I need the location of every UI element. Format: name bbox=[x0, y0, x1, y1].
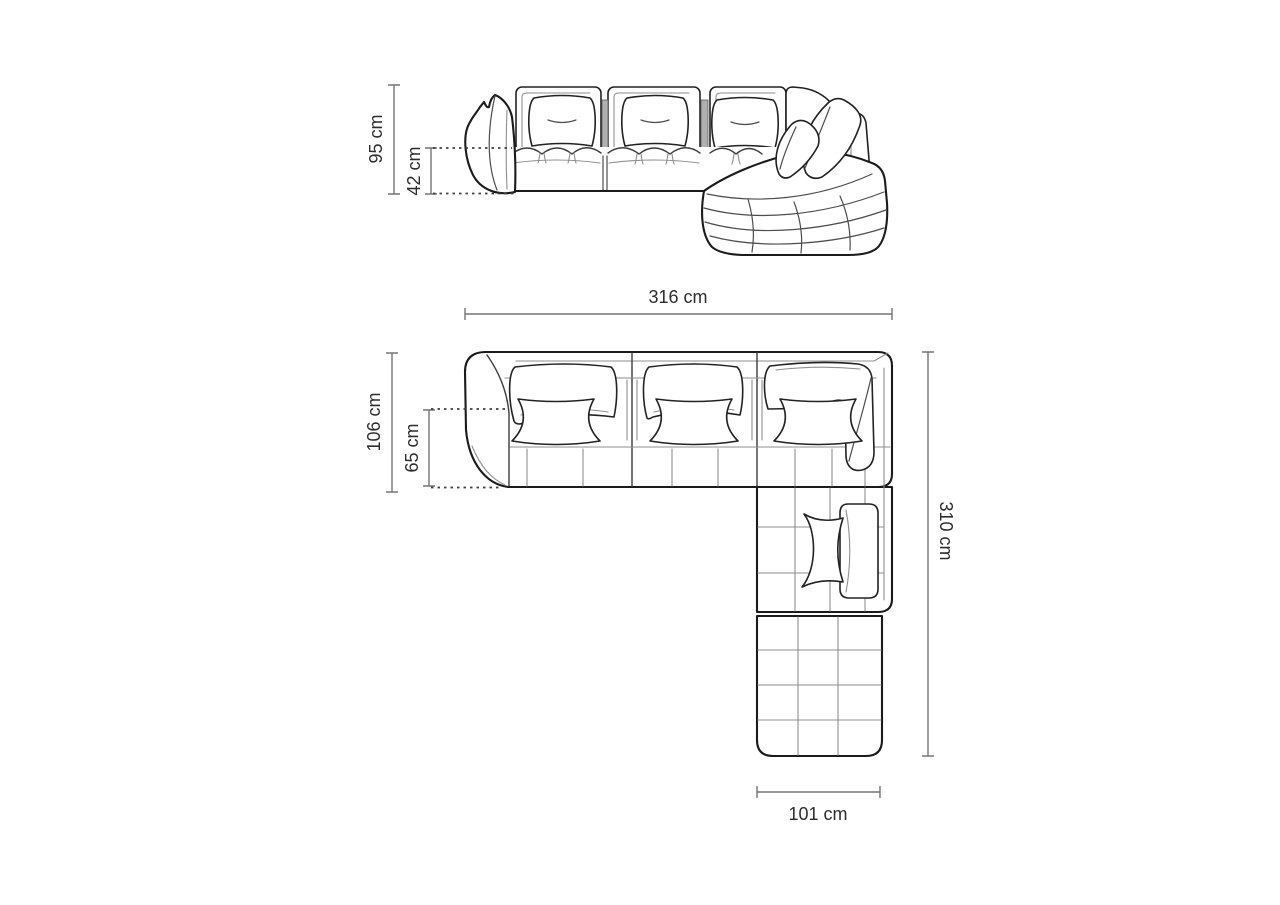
dim-chaise-width-label: 101 cm bbox=[788, 804, 848, 824]
back-pillow-2 bbox=[622, 96, 688, 147]
dim-total-height-label: 95 cm bbox=[366, 114, 386, 164]
plan-chaise-section bbox=[757, 616, 882, 756]
dim-total-width bbox=[465, 287, 892, 320]
module-divider-bar-2 bbox=[701, 100, 708, 150]
plan-seat-cushion-2 bbox=[650, 399, 738, 445]
back-pillow-3 bbox=[712, 98, 778, 149]
dim-chaise-width-line bbox=[757, 786, 880, 798]
plan-seat-cushion-3 bbox=[774, 399, 862, 445]
front-elevation-view bbox=[366, 85, 887, 255]
left-arm bbox=[465, 95, 515, 193]
plan-corner-lower-back-cushion bbox=[840, 504, 878, 598]
dim-chaise-width bbox=[757, 786, 880, 824]
dim-total-depth-label: 106 cm bbox=[364, 392, 384, 452]
dim-seat-depth bbox=[402, 410, 435, 486]
dim-total-width-line bbox=[465, 308, 892, 320]
dim-total-height bbox=[366, 85, 400, 194]
dim-seat-height-line bbox=[425, 148, 437, 194]
back-pillow-1 bbox=[529, 96, 595, 147]
dim-total-width-label: 316 cm bbox=[648, 287, 708, 307]
dim-seat-height-label: 42 cm bbox=[404, 146, 424, 196]
dim-total-length-label: 310 cm bbox=[936, 501, 956, 561]
dim-seat-height bbox=[404, 146, 437, 195]
dim-total-length bbox=[922, 352, 956, 756]
dim-seat-depth-label: 65 cm bbox=[402, 423, 422, 473]
dim-total-depth-line bbox=[386, 353, 398, 492]
plan-seat-cushion-1 bbox=[512, 399, 600, 445]
dim-total-length-line bbox=[922, 352, 934, 756]
dim-total-height-line bbox=[388, 85, 400, 194]
dim-total-depth bbox=[364, 353, 398, 492]
dim-seat-depth-line bbox=[423, 410, 435, 486]
module-divider-bar-1 bbox=[602, 100, 608, 150]
top-plan-view bbox=[364, 287, 956, 824]
